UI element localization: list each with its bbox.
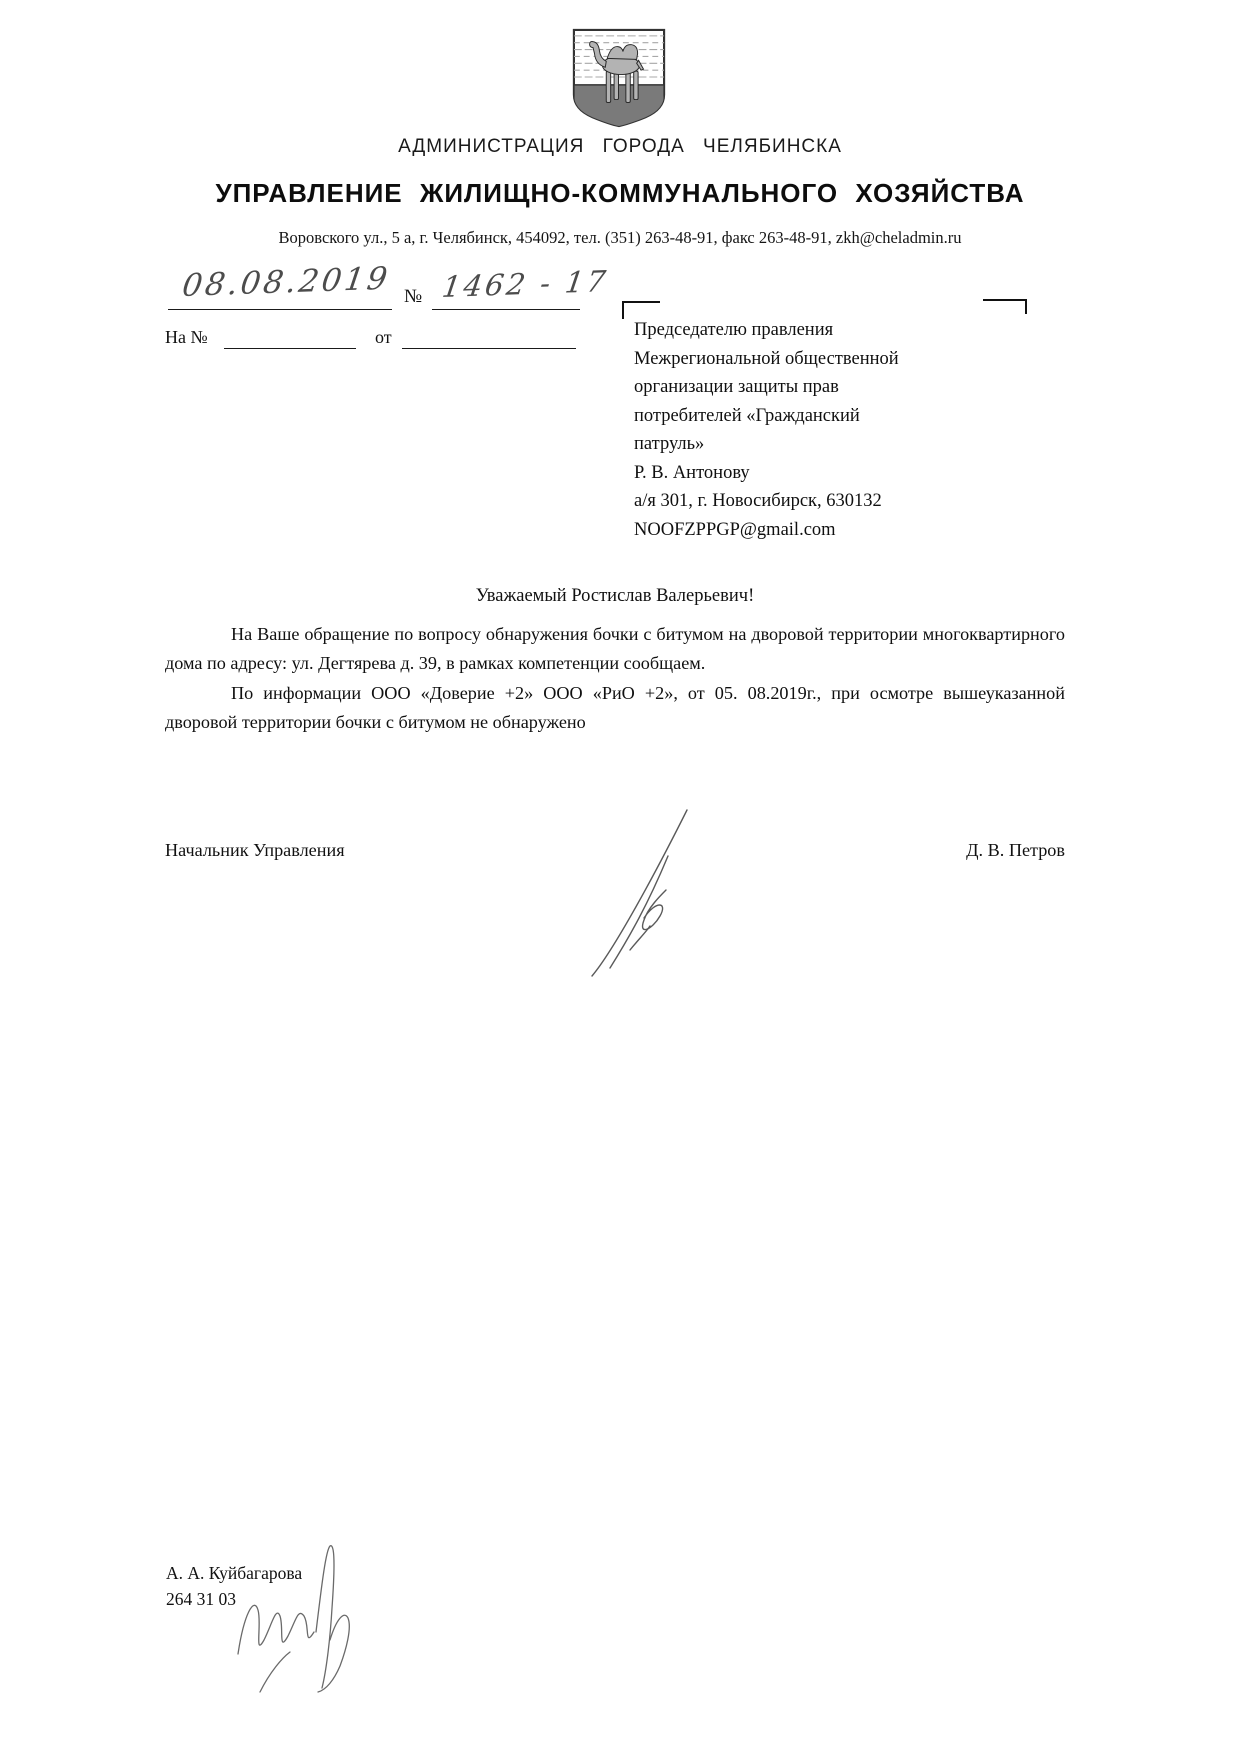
letter-number-handwritten: 1462 - 17	[440, 264, 611, 304]
executor-phone: 264 31 03	[166, 1589, 236, 1609]
administration-header: АДМИНИСТРАЦИЯ ГОРОДА ЧЕЛЯБИНСКА	[398, 136, 842, 157]
signature-stroke-petrov	[586, 800, 718, 988]
letter-body	[165, 620, 1065, 737]
recipient-line: патруль»	[634, 434, 705, 454]
body-paragraph: На Ваше обращение по вопросу обнаружения бочки с битумом на дворовой территории многоквартирного дома по адресу: ул. Дегтярева д. 39, в рамках компетенции сообщаем.	[165, 624, 1065, 674]
address-corner-mark-right	[983, 299, 1027, 314]
date-field-underline	[168, 309, 392, 310]
recipient-line: Межрегиональной общественной	[634, 348, 899, 369]
recipient-postal-address: а/я 301, г. Новосибирск, 630132	[634, 491, 882, 511]
recipient-name: Р. В. Антонову	[634, 462, 750, 483]
reply-from-label: от	[375, 327, 392, 347]
number-sign-label: №	[404, 286, 423, 307]
number-field-underline	[432, 309, 580, 310]
recipient-email: NOOFZPPGP@gmail.com	[634, 519, 836, 540]
salutation: Уважаемый Ростислав Валерьевич!	[475, 586, 755, 606]
signer-name: Д. В. Петров	[966, 840, 1065, 860]
department-title: УПРАВЛЕНИЕ ЖИЛИЩНО-КОММУНАЛЬНОГО ХОЗЯЙСТВА	[215, 178, 1025, 208]
recipient-address-block	[634, 316, 994, 544]
recipient-line: потребителей «Гражданский	[634, 405, 860, 426]
executor-name: А. А. Куйбагарова	[166, 1563, 303, 1583]
reply-date-underline	[402, 348, 576, 349]
signer-position: Начальник Управления	[165, 840, 345, 860]
recipient-line: организации защиты прав	[634, 377, 839, 397]
org-contact-line: Воровского ул., 5 а, г. Челябинск, 454092, тел. (351) 263-48-91, факс 263-48-91, zkh@cheladmin.ru	[278, 228, 962, 247]
reply-to-number-label: На №	[165, 327, 208, 347]
reply-number-underline	[224, 348, 356, 349]
body-paragraph: По информации ООО «Доверие +2» ООО «РиО +2», от 05. 08.2019г., при осмотре вышеуказанной дворовой территории бочки с битумом не обнаружено	[165, 682, 1065, 732]
city-coat-of-arms-icon	[570, 26, 668, 130]
signature-stroke-executor	[230, 1522, 370, 1694]
letter-date-handwritten: 08.08.2019	[180, 260, 393, 304]
recipient-line: Председателю правления	[634, 320, 834, 340]
